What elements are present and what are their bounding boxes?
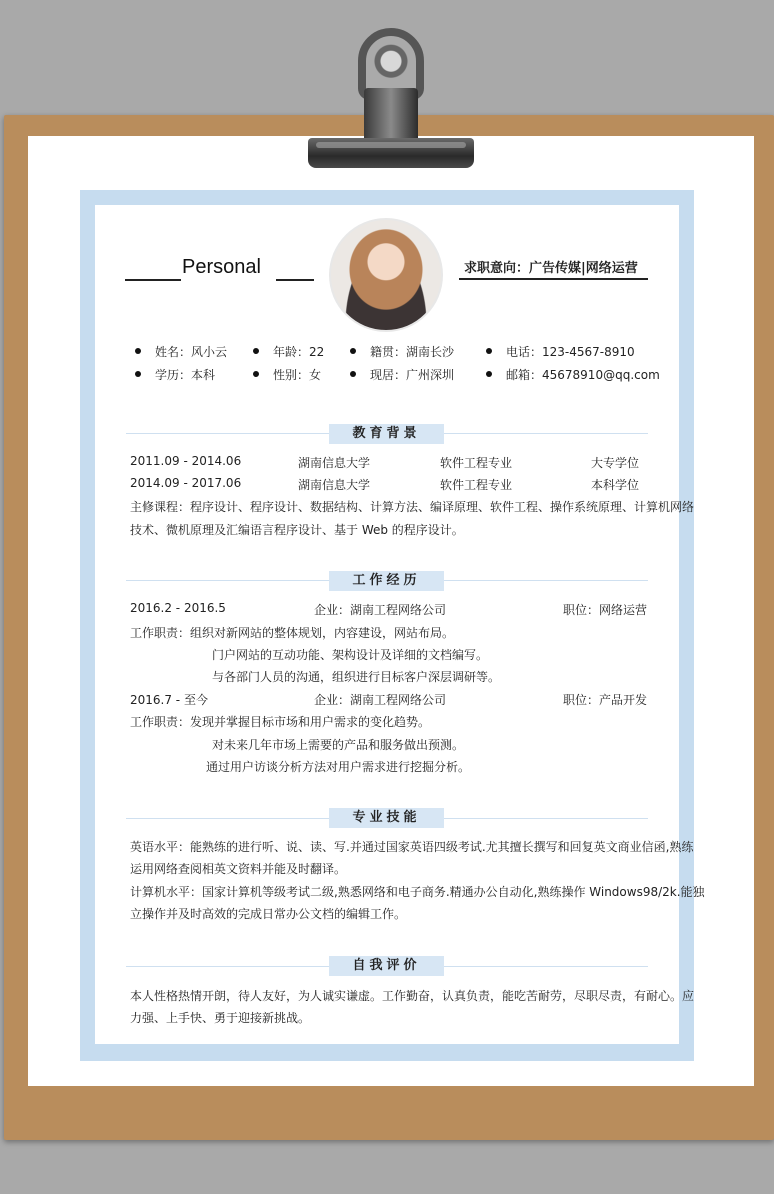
edu-major: 软件工程专业	[440, 456, 513, 470]
skill-computer: 计算机水平：国家计算机等级考试二级,熟悉网络和电子商务.精通办公自动化,熟练操作 Windows98/2k.能独	[130, 885, 705, 899]
job-duty-label: 工作职责：	[130, 715, 191, 729]
work-title: 工作经历	[329, 571, 444, 591]
skill-english: 英语水平：能熟练的进行听、说、读、写.并通过国家英语四级考试.尤其擅长撰写和回复英文商业信函,熟练	[130, 840, 694, 854]
edu-degree: 本科学位	[591, 478, 640, 492]
personal-underline-right	[276, 279, 314, 281]
bullet	[135, 371, 141, 377]
info-name: 姓名：风小云	[155, 345, 228, 359]
personal-underline-left	[125, 279, 181, 281]
job-duty: 对未来几年市场上需要的产品和服务做出预测。	[212, 738, 465, 752]
info-gender: 性别：女	[273, 368, 322, 382]
bullet	[350, 348, 356, 354]
job-intent: 求职意向：广告传媒|网络运营	[464, 261, 638, 276]
job-duty: 发现并掌握目标市场和用户需求的变化趋势。	[190, 715, 431, 729]
edu-period: 2011.09 - 2014.06	[130, 454, 242, 468]
job-position: 职位：产品开发	[563, 693, 648, 707]
intent-underline	[459, 278, 648, 280]
info-age: 年龄：22	[273, 345, 325, 359]
bullet	[486, 371, 492, 377]
edu-courses: 主修课程：程序设计、程序设计、数据结构、计算方法、编译原理、软件工程、操作系统原理、计算机网络	[130, 500, 695, 514]
info-education: 学历：本科	[155, 368, 216, 382]
job-duty: 通过用户访谈分析方法对用户需求进行挖掘分析。	[206, 760, 471, 774]
bullet	[135, 348, 141, 354]
job-duty: 组织对新网站的整体规划，内容建设，网站布局。	[190, 626, 455, 640]
info-native: 籍贯：湖南长沙	[370, 345, 455, 359]
edu-school: 湖南信息大学	[298, 478, 371, 492]
profile-photo	[331, 220, 441, 330]
edu-degree: 大专学位	[591, 456, 640, 470]
job-position: 职位：网络运营	[563, 603, 648, 617]
job-duty: 与各部门人员的沟通，组织进行目标客户深层调研等。	[212, 670, 501, 684]
skill-english-cont: 运用网络查阅相英文资料并能及时翻译。	[130, 862, 347, 876]
skills-title: 专业技能	[329, 808, 444, 828]
edu-courses-cont: 技术、微机原理及汇编语言程序设计、基于 Web 的程序设计。	[130, 523, 464, 537]
self-text: 本人性格热情开朗，待人友好，为人诚实谦虚。工作勤奋，认真负责，能吃苦耐劳，尽职尽责，有耐心。应	[130, 989, 695, 1003]
self-title: 自我评价	[329, 956, 444, 976]
personal-heading: Personal	[182, 256, 261, 278]
bullet	[486, 348, 492, 354]
binder-clip-icon	[308, 28, 474, 174]
bullet	[350, 371, 356, 377]
job-company: 企业：湖南工程网络公司	[314, 693, 447, 707]
skill-computer-cont: 立操作并及时高效的完成日常办公文档的编辑工作。	[130, 907, 407, 921]
info-phone: 电话：123-4567-8910	[506, 345, 635, 359]
job-duty: 门户网站的互动功能、架构设计及详细的文档编写。	[212, 648, 489, 662]
edu-school: 湖南信息大学	[298, 456, 371, 470]
job-duty-label: 工作职责：	[130, 626, 191, 640]
self-text-cont: 力强、上手快、勇于迎接新挑战。	[130, 1011, 311, 1025]
bullet	[253, 371, 259, 377]
edu-major: 软件工程专业	[440, 478, 513, 492]
info-email: 邮箱：45678910@qq.com	[506, 368, 660, 382]
bullet	[253, 348, 259, 354]
job-period: 2016.2 - 2016.5	[130, 601, 226, 615]
job-company: 企业：湖南工程网络公司	[314, 603, 447, 617]
edu-period: 2014.09 - 2017.06	[130, 476, 242, 490]
job-period: 2016.7 - 至今	[130, 693, 208, 707]
education-title: 教育背景	[329, 424, 444, 444]
info-residence: 现居：广州深圳	[370, 368, 455, 382]
